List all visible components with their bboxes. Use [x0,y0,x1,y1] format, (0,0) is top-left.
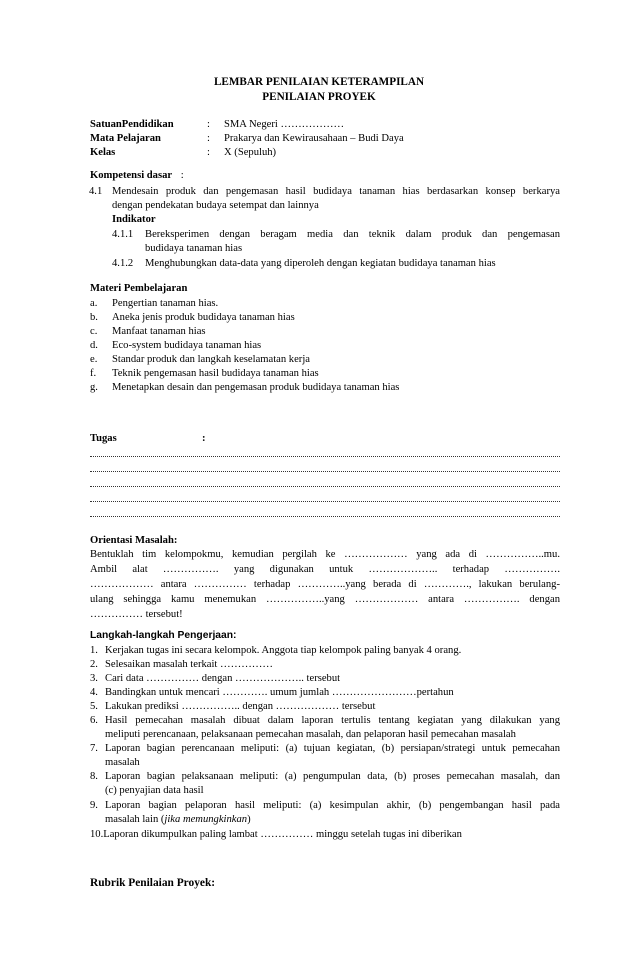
langkah-item-9-line2-wrap [105,814,251,825]
langkah-number-10: 10. [90,829,104,840]
kompetensi-heading: Kompetensi dasar [90,170,173,181]
langkah-item-7-line2: masalah [105,757,140,768]
materi-item-e: Standar produk dan langkah keselamatan kerja [112,354,310,365]
materi-letter-g: g. [90,382,98,393]
materi-item-g: Menetapkan desain dan pengemasan produk budidaya tanaman hias [112,382,400,393]
langkah-number-3: 3. [90,673,98,684]
langkah-heading: Langkah-langkah Pengerjaan: [90,630,237,641]
identity-sep-satuan: : [207,119,210,130]
identity-sep-mapel: : [207,133,210,144]
materi-letter-c: c. [90,326,98,337]
langkah-item-5: Lakukan prediksi …………….. dengan ……………… tersebut [105,701,376,712]
materi-item-d: Eco-system budidaya tanaman hias [112,340,262,351]
langkah-number-5: 5. [90,701,98,712]
langkah-item-7-line1: Laporan bagian perencanaan meliputi: (a) tujuan kegiatan, (b) persiapan/strategi untuk pemecahan [105,743,560,754]
langkah-number-6: 6. [90,715,98,726]
kompetensi-heading-row [90,170,184,181]
langkah-number-1: 1. [90,645,98,656]
indikator-number-2: 4.1.2 [112,258,134,269]
indikator-text-1-line1: Bereksperimen dengan beragam media dan teknik dalam produk dan pengemasan [145,229,560,240]
orientasi-line-4: ulang sehingga kamu menemukan ……………..yang ……………… antara ……………. dengan [90,594,560,605]
langkah-item-6-line1: Hasil pemecahan masalah dibuat dalam laporan tertulis tentang kegiatan yang dilakukan yang [105,715,560,726]
indikator-number-1: 4.1.1 [112,229,134,240]
langkah-number-4: 4. [90,687,98,698]
orientasi-line-5: …………… tersebut! [90,609,183,620]
langkah-item-8-line1: Laporan bagian pelaksanaan meliputi: (a) pengumpulan data, (b) proses pemecahan masalah, dan [105,771,560,782]
tugas-colon: : [202,433,206,444]
langkah-item-9-italic: jika memungkinkan [164,814,248,825]
langkah-item-2: Selesaikan masalah terkait …………… [105,659,273,670]
identity-label-mapel: Mata Pelajaran [90,133,161,144]
indikator-heading: Indikator [112,214,156,225]
identity-sep-kelas: : [207,147,210,158]
langkah-number-2: 2. [90,659,98,670]
document-title-line1: LEMBAR PENILAIAN KETERAMPILAN [213,76,425,88]
materi-item-b: Aneka jenis produk budidaya tanaman hias [112,312,295,323]
indikator-text-1-line2: budidaya tanaman hias [145,243,243,254]
materi-item-f: Teknik pengemasan hasil budidaya tanaman hias [112,368,319,379]
tugas-answer-line-3[interactable] [90,486,560,487]
materi-letter-e: e. [90,354,98,365]
langkah-item-3: Cari data …………… dengan ……………….. tersebut [105,673,341,684]
materi-letter-d: d. [90,340,98,351]
identity-value-mapel: Prakarya dan Kewirausahaan – Budi Daya [224,133,404,144]
rubrik-heading: Rubrik Penilaian Proyek: [90,877,216,889]
materi-letter-a: a. [90,298,98,309]
kd-text-line2: dengan pendekatan budaya setempat dan lainnya [112,200,319,211]
orientasi-line-2: Ambil alat ……………. yang digunakan untuk ……………….. terhadap ……………. [90,564,560,575]
identity-value-kelas: X (Sepuluh) [224,147,277,158]
materi-heading: Materi Pembelajaran [90,283,188,294]
materi-letter-f: f. [90,368,97,379]
tugas-answer-line-2[interactable] [90,471,560,472]
langkah-number-7: 7. [90,743,98,754]
kd-number: 4.1 [89,186,103,197]
tugas-answer-line-5[interactable] [90,516,560,517]
orientasi-line-1: Bentuklah tim kelompokmu, kemudian pergilah ke ……………… yang ada di ……………..mu. [90,549,560,560]
langkah-item-1: Kerjakan tugas ini secara kelompok. Anggota tiap kelompok paling banyak 4 orang. [105,645,462,656]
langkah-item-4: Bandingkan untuk mencari …………. umum jumlah ……………………pertahun [105,687,454,698]
langkah-number-8: 8. [90,771,98,782]
materi-item-c: Manfaat tanaman hias [112,326,206,337]
langkah-item-9-line2: masalah lain ( [105,814,165,825]
tugas-label: Tugas [90,433,117,444]
langkah-item-8-line2: (c) penyajian data hasil [105,785,204,796]
langkah-number-9: 9. [90,800,98,811]
langkah-item-9-close: ) [247,814,251,825]
materi-item-a: Pengertian tanaman hias. [112,298,219,309]
langkah-item-10: Laporan dikumpulkan paling lambat …………… minggu setelah tugas ini diberikan [103,829,462,840]
tugas-answer-line-4[interactable] [90,501,560,502]
tugas-answer-line-1[interactable] [90,456,560,457]
kd-text-line1: Mendesain produk dan pengemasan hasil budidaya tanaman hias berdasarkan konsep berkarya [112,186,560,197]
orientasi-heading: Orientasi Masalah: [90,535,178,546]
materi-letter-b: b. [90,312,98,323]
indikator-text-2: Menghubungkan data-data yang diperoleh dengan kegiatan budidaya tanaman hias [145,258,496,269]
identity-value-satuan: SMA Negeri ……………… [224,119,345,130]
orientasi-line-3: ……………… antara …………… terhadap …………..yang berada di …………., lakukan berulang- [90,579,560,590]
identity-label-satuan: SatuanPendidikan [90,119,174,130]
identity-label-kelas: Kelas [90,147,116,158]
langkah-item-6-line2: meliputi perencanaan, pelaksanaan pemecahan masalah, dan pelaporan hasil pemecahan masalah [105,729,516,740]
langkah-item-9-line1: Laporan bagian pelaporan hasil meliputi: (a) kesimpulan akhir, (b) pengembangan hasil pada [105,800,560,811]
kompetensi-colon: : [180,170,184,181]
document-title-line2: PENILAIAN PROYEK [262,91,376,103]
langkah-item-10-wrap [90,829,462,840]
